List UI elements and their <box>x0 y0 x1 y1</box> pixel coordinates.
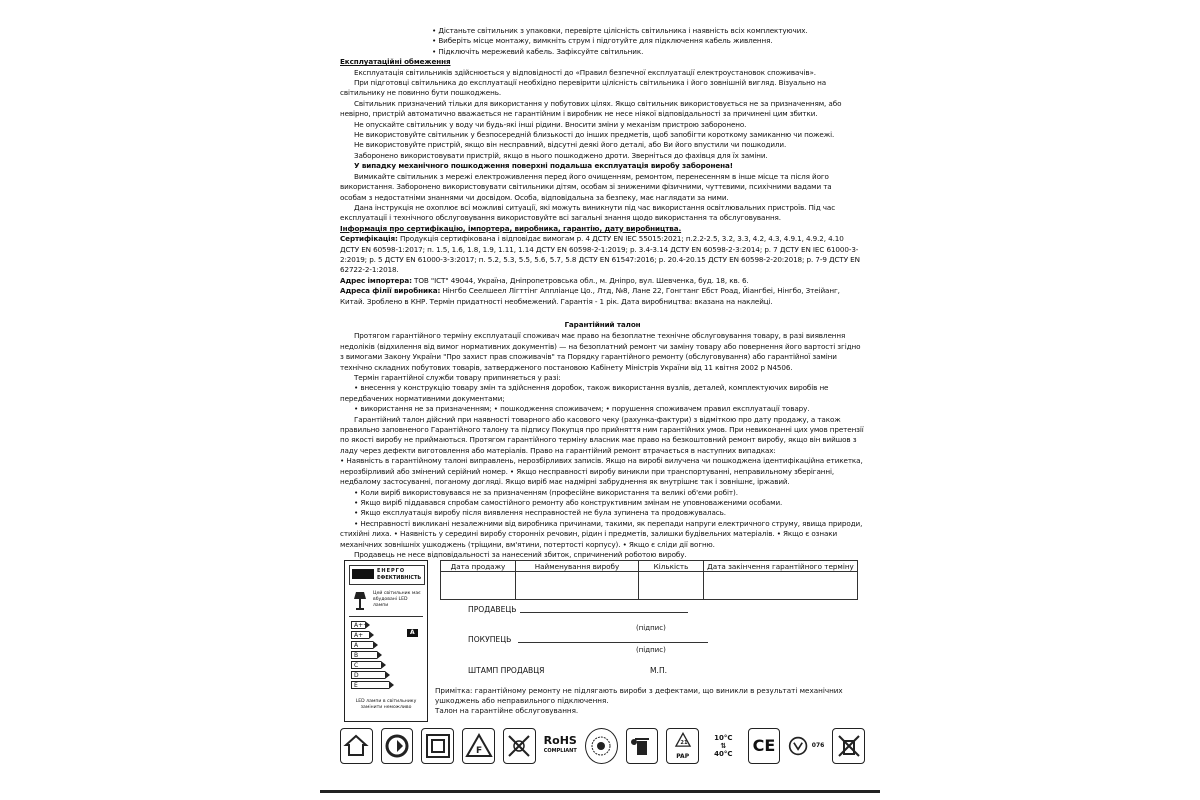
seller-signature-line[interactable] <box>520 612 688 613</box>
restrictions-title: Експлуатаційні обмеження <box>340 57 451 67</box>
paragraph: Заборонено використовувати пристрій, якщо в нього пошкоджено дроти. Зверніться до фахівця для їх заміни. <box>354 150 768 160</box>
waste-bin-icon <box>626 728 659 764</box>
recycling-seal-icon <box>585 728 618 764</box>
rohs-text: RoHS <box>543 734 577 747</box>
indoor-use-icon <box>340 728 373 764</box>
rohs-icon <box>544 728 577 764</box>
svg-text:21: 21 <box>680 739 688 746</box>
warranty-section <box>340 320 865 560</box>
paragraph: Не опускайте світильник у воду чи будь-які інші рідини. Вносити зміни у механізм пристрою заборонено. <box>354 119 747 129</box>
mp-label: М.П. <box>650 666 668 675</box>
class-bar-d: D <box>351 671 385 679</box>
importer-text: ТОВ "ІСТ" 49044, Україна, Дніпропетровська обл., м. Дніпро, вул. Шевченка, буд. 18, кв. 6. <box>414 275 749 285</box>
seller-label: ПРОДАВЕЦЬ <box>468 605 517 614</box>
buyer-signature-line[interactable] <box>518 642 708 643</box>
certification-info <box>340 234 860 276</box>
warranty-card <box>340 560 865 730</box>
warranty-table <box>440 560 858 600</box>
info-title: Інформація про сертифікацію, імпортера, виробника, гарантію, дату виробництва. <box>340 223 682 233</box>
paragraph: • Коли виріб використовувався не за призначенням (професійне використання та великі об'єми робіт). <box>354 487 738 497</box>
ua-code: 076 <box>811 742 825 749</box>
instructions-section <box>340 26 860 307</box>
cert-label: Сертифікація: <box>340 234 398 244</box>
temperature-range-icon: 10°C ⇅ 40°C <box>714 734 733 758</box>
paragraph: • Якщо виріб піддавався спробам самостійного ремонту або конструктивним змінам не уповноваженими особами. <box>354 497 783 507</box>
paragraph: Протягом гарантійного терміну експлуатації споживач має право на безоплатне технічне обслуговування товару, в разі виявлення недоліків (відхилення від вимог нормативних документів) — на безоплатний ремонт чи заміну товару або повернення його вартості згідно з вимогами Закону України "Про захист прав споживачів" та Порядку гарантійного ремонту (обслуговування) або гарантійної заміни технічно складних побутових товарів, затвердженого постановою Кабінету Міністрів України від 11 квітня 2002 р N4506. <box>340 331 861 372</box>
paragraph: • Якщо експлуатація виробу після виявлення несправностей не була зупинена та продовжувалась. <box>354 508 726 518</box>
pap-text: PAP <box>676 752 690 760</box>
flammable-surface-icon <box>462 728 495 764</box>
temp-top: 10°C <box>714 734 733 742</box>
temp-bottom: 40°C <box>714 750 733 758</box>
paragraph: Термін гарантійної служби товару припиняється у разі: <box>354 373 561 383</box>
class-bar-a2plus: A++ <box>351 621 365 629</box>
paragraph: Експлуатація світильників здійснюється у відповідності до «Правил безпечної експлуатації електроустановок споживачів». <box>354 67 816 77</box>
factory-info <box>340 286 860 307</box>
cell[interactable] <box>441 572 516 600</box>
damage-warning: У випадку механічного пошкодження поверхні подальша експлуатація виробу заборонена! <box>354 161 733 171</box>
signature-caption: (підпис) <box>636 646 666 654</box>
card-note <box>435 686 855 716</box>
col-quantity: Кількість <box>639 561 704 572</box>
table-header-row <box>441 561 858 572</box>
paragraph: • Несправності викликані незалежними від виробника причинами, такими, як перепади напруги електричного струму, явища природи, стихійні лиха. • Наявність у середині виробу сторонніх речовин, рідин і предметів, залишки будівельних матеріалів. • Якщо є ознаки механічних зовнішніх ушкоджень (тріщини, вм'ятини, потертості корпусу). • Якщо є сліди дії вогню. <box>340 518 863 549</box>
paragraph: Не використовуйте світильник у безпосередній близькості до інших предметів, щоб запобігти короткому замиканню чи пожежі. <box>354 130 835 140</box>
selected-class-tag: A <box>407 629 418 637</box>
document-page <box>340 0 880 800</box>
lamp-icon <box>353 591 367 611</box>
factory-text: Нінгбо Сеелшеел Лігттінг Аппліанце Цо., Лтд, №8, Ланe 22, Гонгтанг Ебст Роад, Йіангбеі, Нінгбо, Зтеійанг, Китай. Зроблено в КНР. Термін придатності необмежений. Гарантія - 1 рік. Дата виробництва: вказана на наклейці. <box>340 286 840 306</box>
paragraph: Світильник призначений тільки для використання у побутових цілях. Якщо світильник використовується не за призначенням, або невірно, пристрій автоматично вважається не гарантійним і виробник не несе ніякої відповідальності за причинені цим збитки. <box>340 98 842 119</box>
paragraph: Дана інструкція не охоплює всі можливі ситуації, які можуть виникнути під час використання освітлювальних пристроїв. Під час експлуатації і технічного обслуговування використовуйте всі загальні знання щодо використання та обслуговування. <box>340 202 836 223</box>
paragraph: При підготовці світильника до експлуатації необхідно перевірити цілісність світильника і його зовнішній вигляд. Візуально на світильнику не повинно бути пошкоджень. <box>340 78 827 98</box>
pap-recycling-icon <box>666 728 699 764</box>
importer-label: Адрес імпортера: <box>340 275 412 285</box>
class-bar-c: C <box>351 661 381 669</box>
importer-info <box>340 276 860 286</box>
note-text-2: Талон на гарантійне обслуговування. <box>435 706 579 715</box>
bullet-mount: • Виберіть місце монтажу, вимкніть струм і підготуйте для підключення кабель живлення. <box>432 36 773 46</box>
signature-caption: (підпис) <box>636 624 666 632</box>
paragraph: • внесення у конструкцію товару змін та здійснення доробок, також використання вузлів, деталей, комплектуючих виробів не передбачених нормативними документами; <box>340 383 829 403</box>
table-row <box>441 572 858 600</box>
rohs-sub: COMPLIANT <box>543 748 577 754</box>
factory-label: Адреса філії виробника: <box>340 286 441 296</box>
class-bar-b: B <box>351 651 377 659</box>
double-insulation-icon <box>421 728 454 764</box>
scan-edge-shadow <box>320 790 880 793</box>
cell[interactable] <box>639 572 704 600</box>
energy-brand-1: ЕНЕРГО <box>377 568 406 574</box>
bullet-connect: • Підключіть мережевий кабель. Зафіксуйте світильник. <box>432 46 644 56</box>
cert-text: Продукція сертифікована і відповідає вимогам р. 4 ДСТУ EN IEC 55015:2021; п.2.2-2.5, 3.2, 3.3, 4.2, 4.3, 4.9.1, 4.9.2, 4.10 ДСТУ EN 60598-1:2017; п. 1.5, 1.6, 1.8, 1.9, 1.11, 1.14 ДСТУ EN 60598-2-1:2019; р. 3.4-3.14 ДСТУ EN 60598-2-3:2014; р. 7 ДСТУ EN IEC 61000-3-2:2019; р. 5 ДСТУ EN 61000-3-3:2017; п. 5.2, 5.3, 5.5, 5.6, 5.7, 5.8 ДСТУ EN 61547:2016; р. 20.4-20.15 ДСТУ EN 60598-2-20:2018; р. 7-9 ДСТУ EN 62722-2-1:2018. <box>340 234 860 275</box>
stamp-label: ШТАМП ПРОДАВЦЯ <box>468 666 545 675</box>
lamp-text: Цей світильник має вбудовані LED лампи <box>373 591 421 608</box>
recycle-arrow-icon <box>381 728 414 764</box>
class-bar-a: A <box>351 641 373 649</box>
note-text: Примітка: гарантійному ремонту не підлягають вироби з дефектами, що виникли в результаті механічних ушкоджень або неправильного підключення. <box>435 686 843 705</box>
ce-mark-icon: CE <box>748 728 781 764</box>
weee-bin-icon <box>832 728 865 764</box>
bullet-unpack: • Дістаньте світильник з упаковки, перевірте цілісність світильника і наявність всіх комплектуючих. <box>432 26 808 35</box>
energy-classes <box>351 621 389 691</box>
class-bar-aplus: A+ <box>351 631 369 639</box>
no-dimmer-icon <box>503 728 536 764</box>
svg-text:F: F <box>475 746 482 756</box>
energy-bottom-text: LED лампи в світильнику замінити неможливо <box>355 699 417 710</box>
paragraph: Вимикайте світильник з мережі електроживлення перед його очищенням, ремонтом, перенесенням в інше місце та після його використання. Заборонено використовувати світильники дітям, особам зі зниженими фізичними, чуттєвими, психічними вадами та особам з недостатніми знаннями чи досвідом. Особа, відповідальна за безпеку, має наглядати за ними. <box>340 171 832 202</box>
energy-label <box>344 560 428 722</box>
eu-flag-icon <box>352 569 374 579</box>
col-sale-date: Дата продажу <box>441 561 516 572</box>
class-bar-e: E <box>351 681 389 689</box>
energy-header <box>349 565 425 585</box>
paragraph: • використання не за призначенням; • пошкодження споживачем; • порушення споживачем правил експлуатації товару. <box>354 404 810 414</box>
certification-icons <box>340 726 865 766</box>
paragraph: Продавець не несе відповідальності за нанесений збиток, спричинений роботою виробу. <box>354 549 687 559</box>
cell[interactable] <box>516 572 639 600</box>
buyer-label: ПОКУПЕЦЬ <box>468 635 512 644</box>
col-product-name: Найменування виробу <box>516 561 639 572</box>
col-warranty-end: Дата закінчення гарантійного терміну <box>704 561 858 572</box>
cell[interactable] <box>704 572 858 600</box>
paragraph: • Наявність в гарантійному талоні виправлень, нерозбірливих записів. Якщо на виробі вилучена чи пошкоджена ідентифікаційна етикетка, нерозбірливий або змінений серійний номер. • Якщо несправності виробу виникли при транспортуванні, неправильному зберіганні, недбалому застосуванні, поганому догляді. Якщо виріб має надмірні забруднення як внутрішнє так і зовнішнє, іржавий. <box>340 456 863 487</box>
divider <box>349 616 423 617</box>
warranty-title: Гарантійний талон <box>564 320 641 329</box>
paragraph: Не використовуйте пристрій, якщо він несправний, відсутні деякі його деталі, або Ви його впустили чи пошкодили. <box>354 140 787 150</box>
ua-conformity-icon <box>788 728 824 764</box>
paragraph: Гарантійний талон дійсний при наявності товарного або касового чеку (рахунка-фактури) з відміткою про дату продажу, а також правильно заповненого Гарантійного талону та підпису Покупця про прийняття ним гарантійних умов. При невиконанні цих умов претензії по якості виробу не приймаються. Протягом гарантійного терміну власник має право на безкоштовний ремонт виробу, якщо він вийшов з ладу через дефекти виготовлення або матеріалів. Право на гарантійний ремонт втрачається в наступних випадках: <box>340 414 864 455</box>
energy-brand-2: ЕФЕКТИВНІСТЬ <box>377 575 422 581</box>
